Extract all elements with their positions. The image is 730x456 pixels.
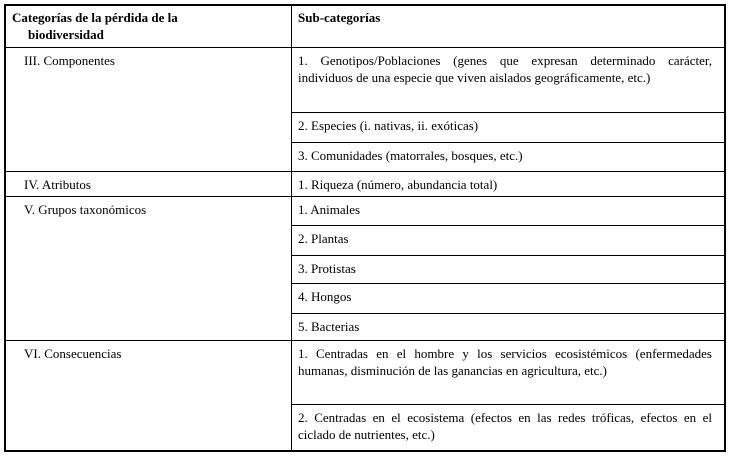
subcategory-cell [292, 171, 725, 197]
table-header-row [6, 6, 725, 48]
category-grupos-taxonomicos [6, 197, 292, 341]
header-subcategories: Sub-categorías [292, 6, 725, 48]
subcategory-text: 2. Centradas en el ecosistema (efectos en las redes tróficas, efectos en el ciclado de nutrientes, etc.) [298, 409, 712, 442]
subcategory-text: 5. Bacterias [298, 318, 360, 334]
categories-table [5, 5, 725, 451]
subcategory-cell [292, 313, 725, 341]
category-label: IV. Atributos [24, 176, 91, 192]
header-categories-line1: Categorías de la pérdida de la [12, 10, 178, 25]
subcategory-text: 2. Plantas [298, 230, 349, 246]
header-categories [6, 6, 292, 48]
category-label: VI. Consecuencias [24, 346, 122, 362]
table-row [6, 197, 725, 226]
biodiversity-loss-table [4, 4, 726, 452]
subcategory-text: 1. Genotipos/Poblaciones (genes que expresan determinado carácter, individuos de una especie que viven aislados geográficamente, etc.) [298, 52, 712, 85]
subcategory-text: 3. Protistas [298, 260, 356, 276]
table-row [6, 341, 725, 404]
subcategory-cell [292, 113, 725, 143]
subcategory-cell [292, 225, 725, 255]
subcategory-cell [292, 47, 725, 112]
subcategory-text: 3. Comunidades (matorrales, bosques, etc.) [298, 148, 523, 164]
category-atributos [6, 171, 292, 197]
subcategory-cell [292, 284, 725, 314]
subcategory-cell [292, 197, 725, 226]
category-componentes [6, 47, 292, 171]
subcategory-text: 4. Hongos [298, 289, 352, 305]
header-categories-line2: biodiversidad [28, 27, 104, 42]
subcategory-cell [292, 255, 725, 284]
subcategory-text: 1. Animales [298, 202, 361, 218]
subcategory-cell [292, 143, 725, 172]
subcategory-text: 2. Especies (i. nativas, ii. exóticas) [298, 118, 479, 134]
category-label: V. Grupos taxonómicos [24, 202, 147, 218]
table-row [6, 171, 725, 197]
subcategory-cell [292, 404, 725, 450]
subcategory-text: 1. Centradas en el hombre y los servicios ecosistémicos (enfermedades humanas, disminución de las ganancias en agricultura, etc.) [298, 346, 712, 379]
category-consecuencias [6, 341, 292, 451]
category-label: III. Componentes [24, 52, 115, 68]
subcategory-cell [292, 341, 725, 404]
table-row [6, 47, 725, 112]
subcategory-text: 1. Riqueza (número, abundancia total) [298, 176, 498, 192]
